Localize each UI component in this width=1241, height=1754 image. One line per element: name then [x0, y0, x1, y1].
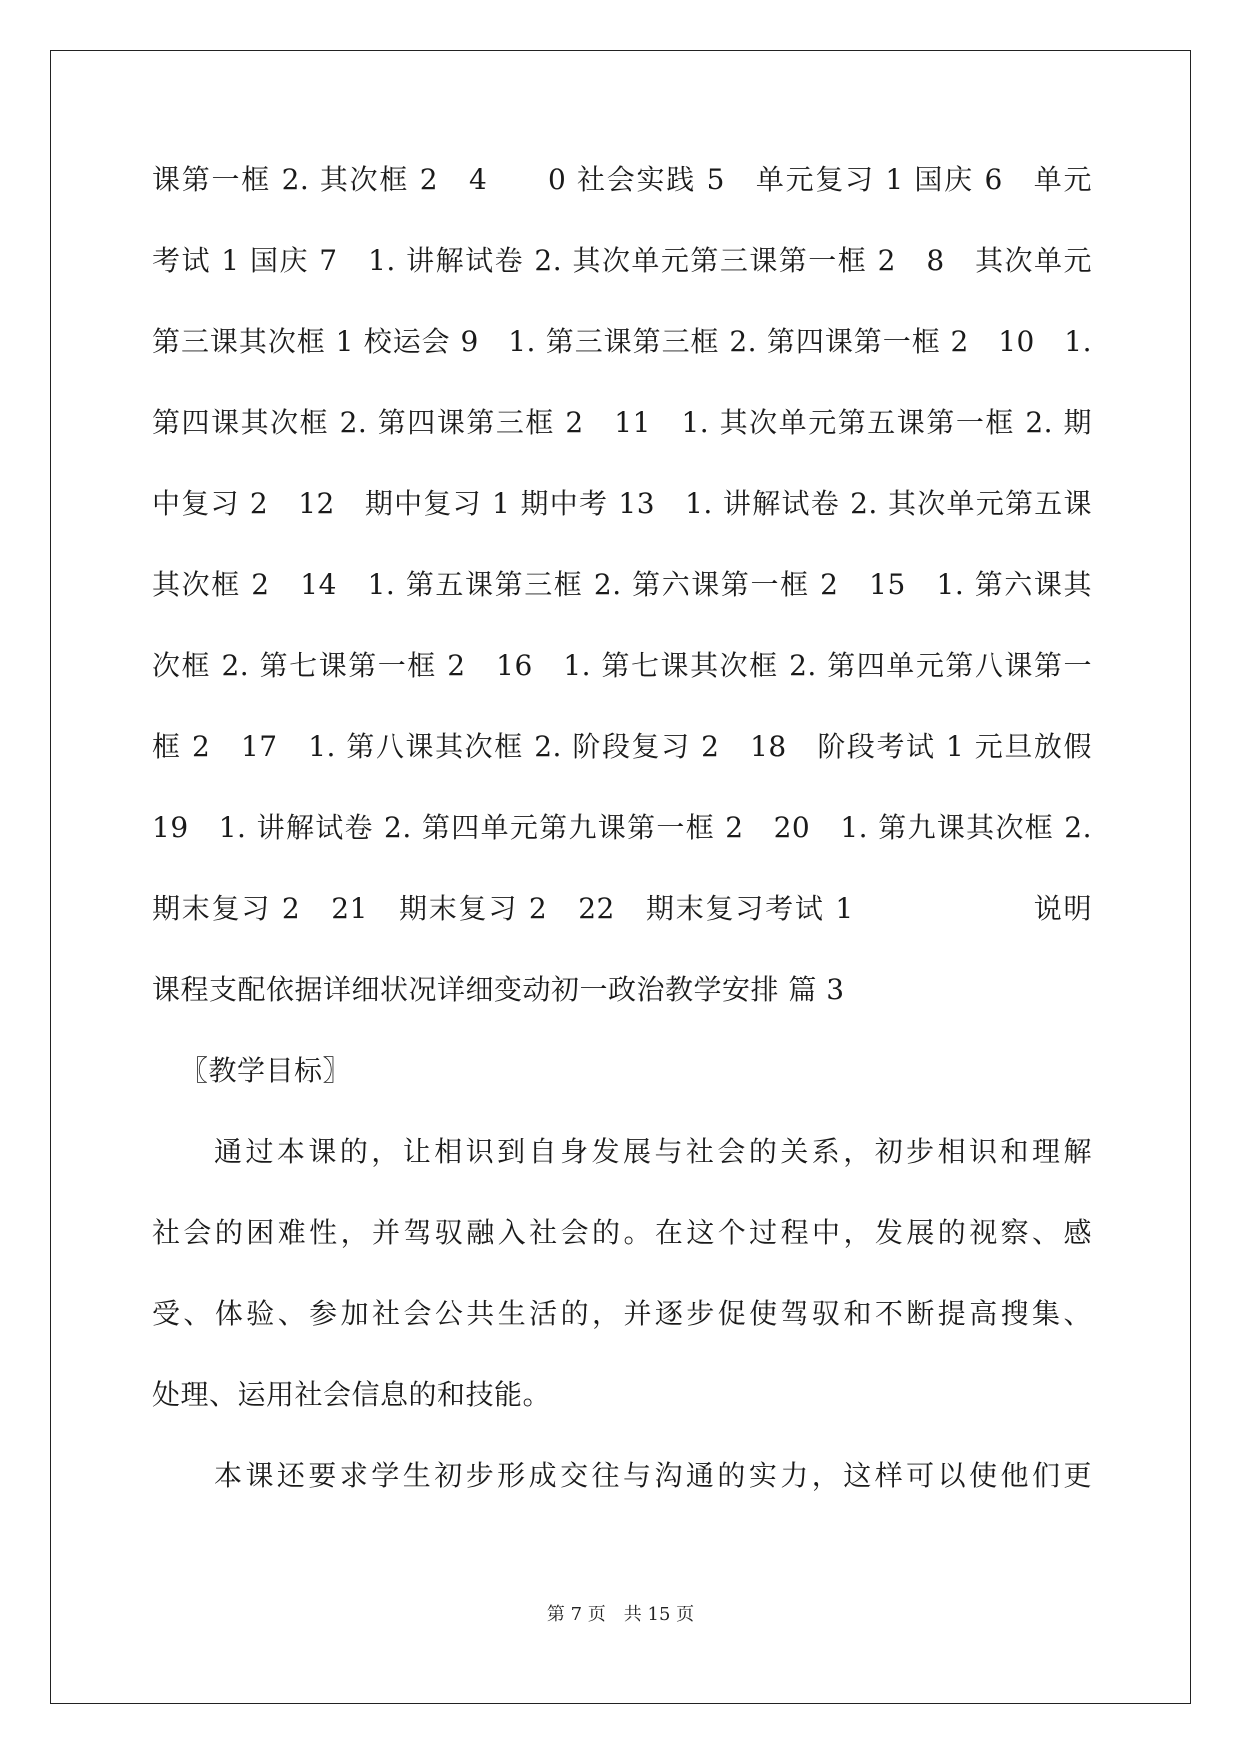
page-total: 共 15 页 — [623, 1604, 695, 1625]
text-line: 其次框 2 14 1. 第五课第三框 2. 第六课第一框 2 15 1. 第六课其 — [152, 568, 1092, 601]
page-number: 第 7 页 — [546, 1604, 606, 1625]
paragraph-line: 受、体验、参加社会公共生活的，并逐步促使驾驭和不断提高搜集、 — [152, 1297, 1092, 1330]
section-heading-line: 课程支配依据详细状况详细变动初一政治教学安排 篇 3 — [152, 973, 845, 1006]
paragraph-line: 处理、运用社会信息的和技能。 — [152, 1378, 552, 1411]
section-title: 〖教学目标〗 — [180, 1054, 352, 1087]
text-line: 第三课其次框 1 校运会 9 1. 第三课第三框 2. 第四课第一框 2 10 1. — [152, 325, 1092, 358]
text-line: 考试 1 国庆 7 1. 讲解试卷 2. 其次单元第三课第一框 2 8 其次单元 — [152, 244, 1092, 277]
document-body — [152, 162, 1092, 1539]
text-line: 框 2 17 1. 第八课其次框 2. 阶段复习 2 18 阶段考试 1 元旦放假 — [152, 730, 1092, 763]
paragraph-line: 社会的困难性，并驾驭融入社会的。在这个过程中，发展的视察、感 — [152, 1216, 1092, 1249]
text-line: 次框 2. 第七课第一框 2 16 1. 第七课其次框 2. 第四单元第八课第一 — [152, 649, 1092, 682]
paragraph-line: 通过本课的，让相识到自身发展与社会的关系，初步相识和理解 — [214, 1135, 1092, 1168]
text-line: 课第一框 2. 其次框 2 4 0 社会实践 5 单元复习 1 国庆 6 单元 — [152, 163, 1092, 196]
text-line: 19 1. 讲解试卷 2. 第四单元第九课第一框 2 20 1. 第九课其次框 2. — [152, 811, 1092, 844]
text-line: 中复习 2 12 期中复习 1 期中考 13 1. 讲解试卷 2. 其次单元第五课 — [152, 487, 1092, 520]
text-line: 第四课其次框 2. 第四课第三框 2 11 1. 其次单元第五课第一框 2. 期 — [152, 406, 1092, 439]
page-footer — [0, 1600, 1241, 1626]
paragraph-line: 本课还要求学生初步形成交往与沟通的实力，这样可以使他们更 — [214, 1459, 1092, 1492]
text-line: 期末复习 2 21 期末复习 2 22 期末复习考试 1 说明 — [152, 892, 1092, 925]
